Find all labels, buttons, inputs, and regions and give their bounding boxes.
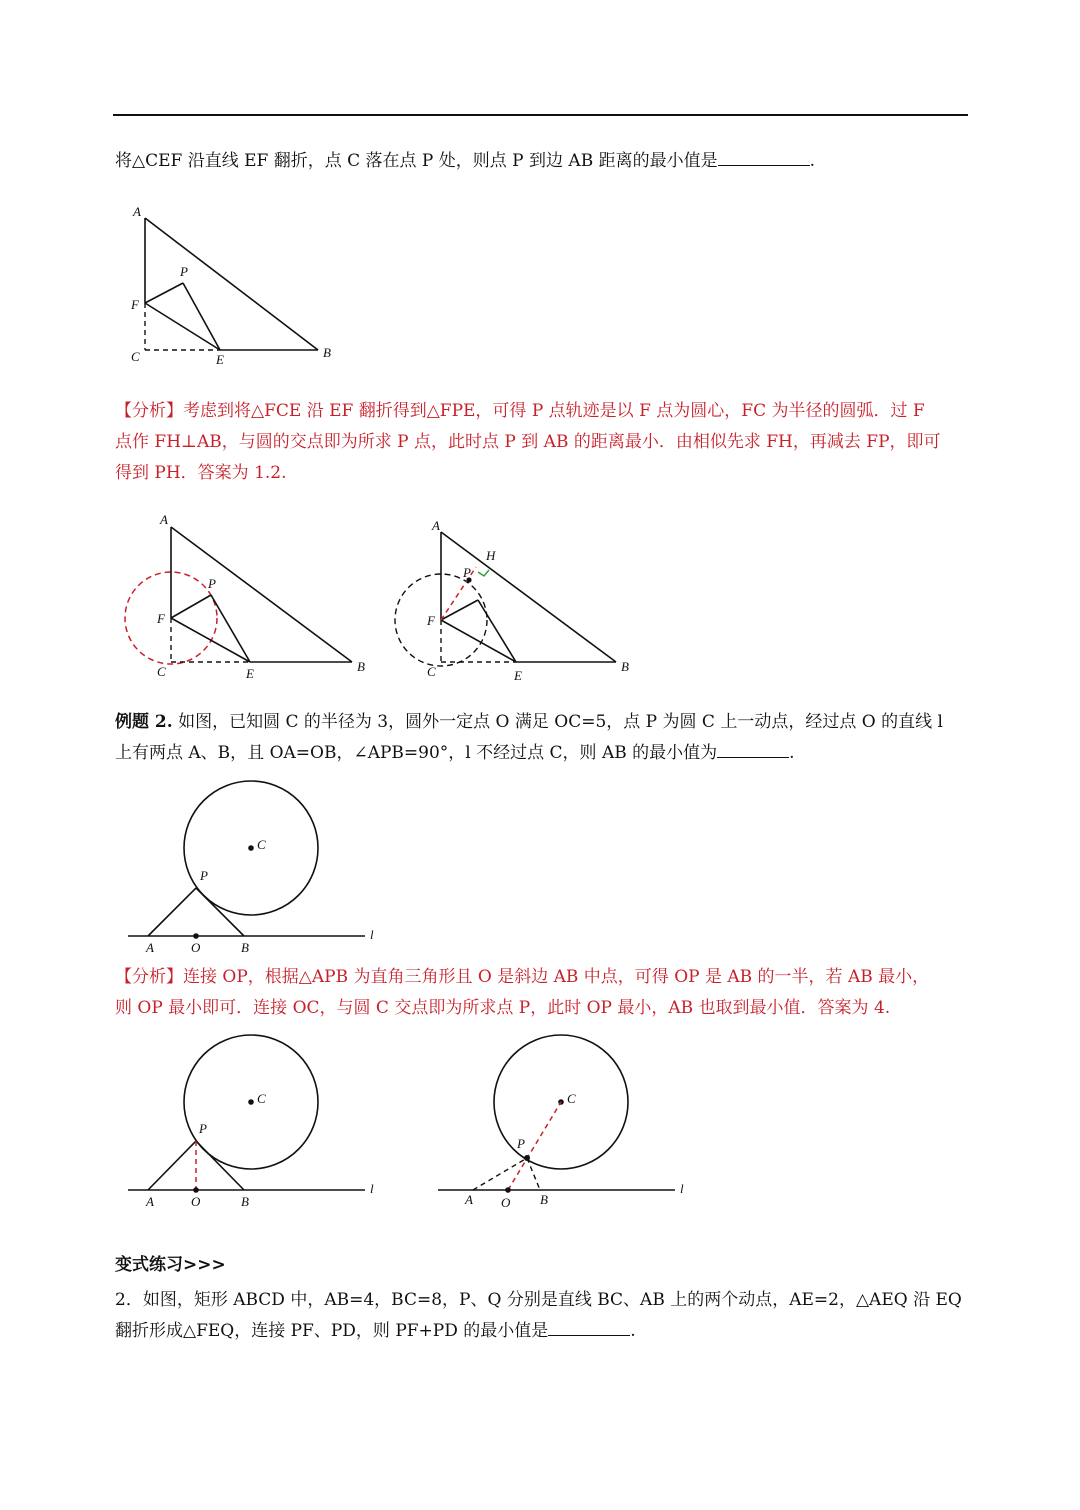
fig5-label-l: l: [370, 1181, 374, 1196]
fig3-label-P: P: [463, 565, 471, 580]
fig2-label-C: C: [157, 664, 166, 679]
example2-label: 例题 2.: [115, 712, 173, 732]
fig1-label-B: B: [323, 345, 331, 360]
analysis2-line2: 则 OP 最小即可．连接 OC，与圆 C 交点即为所求点 P，此时 OP 最小，AB 也取到最小值．答案为 4.: [115, 998, 891, 1018]
analysis1-line1: 【分析】考虑到将△FCE 沿 EF 翻折得到△FPE，可得 P 点轨迹是以 F 点为圆心，FC 为半径的圆弧．过 F: [115, 401, 925, 421]
fig2-label-A: A: [160, 512, 168, 527]
fig2-label-F: F: [157, 611, 165, 626]
example2-line1: 如图，已知圆 C 的半径为 3，圆外一定点 O 满足 OC=5，点 P 为圆 C 上一动点，经过点 O 的直线 l: [178, 712, 943, 732]
fig4-label-A: A: [146, 940, 154, 955]
practice-title: 变式练习>>>: [115, 1255, 226, 1275]
fig5-label-C: C: [257, 1091, 266, 1106]
practice-line1: 2．如图，矩形 ABCD 中，AB=4，BC=8，P、Q 分别是直线 BC、AB 上的两个动点，AE=2，△AEQ 沿 EQ: [115, 1290, 962, 1310]
fig1-label-A: A: [133, 204, 141, 219]
fig2-label-P: P: [208, 576, 216, 591]
fig3-label-A: A: [432, 518, 440, 533]
fig3-label-F: F: [427, 613, 435, 628]
problem1-statement: 将△CEF 沿直线 EF 翻折，点 C 落在点 P 处，则点 P 到边 AB 距离的最小值是: [115, 151, 718, 171]
fig4-label-C: C: [257, 837, 266, 852]
fig4-label-B: B: [241, 940, 249, 955]
fig4-label-l: l: [370, 927, 374, 942]
analysis1-line3: 得到 PH．答案为 1.2.: [115, 463, 287, 483]
practice: [115, 1285, 975, 1347]
problem1-end: .: [809, 151, 815, 171]
fig1-label-F: F: [131, 297, 139, 312]
practice-line2: 翻折形成△FEQ，连接 PF、PD，则 PF+PD 的最小值是: [115, 1321, 549, 1341]
fig3-label-C: C: [427, 664, 436, 679]
example2-end: .: [789, 743, 795, 763]
fig2-label-B: B: [357, 659, 365, 674]
answer-blank-3[interactable]: [548, 1321, 630, 1336]
fig4-label-O: O: [191, 940, 201, 955]
practice-end: .: [630, 1321, 636, 1341]
fig6-label-C: C: [567, 1091, 576, 1106]
fig3-label-B: B: [621, 659, 629, 674]
analysis2-line1: 【分析】连接 OP，根据△APB 为直角三角形且 O 是斜边 AB 中点，可得 OP 是 AB 的一半，若 AB 最小，: [115, 967, 930, 987]
fig2-label-E: E: [246, 666, 254, 681]
fig6-label-P: P: [517, 1136, 525, 1151]
fig1-label-E: E: [216, 352, 224, 367]
fig5-label-B: B: [241, 1194, 249, 1209]
fig5-label-P: P: [199, 1121, 207, 1136]
fig5-label-O: O: [191, 1194, 201, 1209]
fig3-label-H: H: [486, 548, 496, 563]
fig6-label-l: l: [680, 1181, 684, 1196]
fig6-label-B: B: [540, 1192, 548, 1207]
fig6-label-A: A: [465, 1192, 473, 1207]
example2-line2: 上有两点 A、B，且 OA=OB，∠APB=90°，l 不经过点 C，则 AB 的最小值为: [115, 743, 718, 763]
fig4-label-P: P: [200, 868, 208, 883]
fig1-label-P: P: [180, 264, 188, 279]
fig1-label-C: C: [131, 349, 140, 364]
fig6-label-O: O: [501, 1195, 511, 1210]
analysis1-line2: 点作 FH⊥AB，与圆的交点即为所求 P 点，此时点 P 到 AB 的距离最小．由相似先求 FH，再减去 FP，即可: [115, 432, 941, 452]
fig5-label-A: A: [146, 1194, 154, 1209]
fig3-label-E: E: [514, 668, 522, 683]
